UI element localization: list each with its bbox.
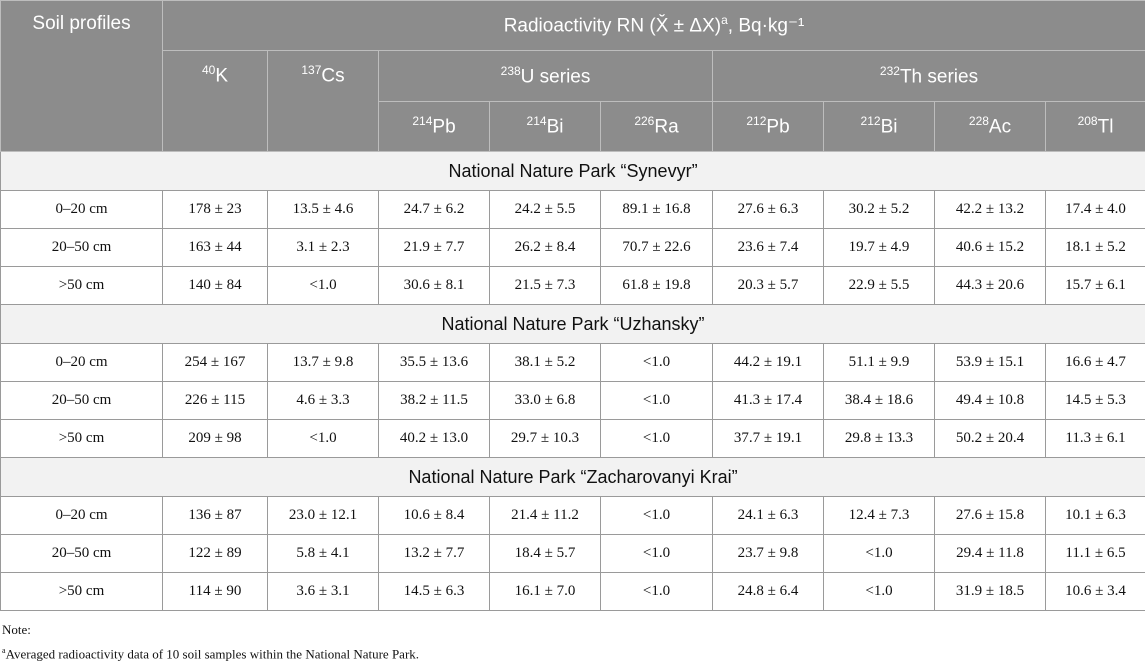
value-cell: 40.2 ± 13.0 bbox=[379, 420, 490, 458]
value-cell: 38.2 ± 11.5 bbox=[379, 382, 490, 420]
value-cell: 24.8 ± 6.4 bbox=[713, 573, 824, 611]
value-cell: 209 ± 98 bbox=[163, 420, 268, 458]
value-cell: 29.4 ± 11.8 bbox=[935, 535, 1046, 573]
value-cell: 53.9 ± 15.1 bbox=[935, 344, 1046, 382]
header-k40: $^{40}$K bbox=[163, 51, 268, 152]
value-cell: 22.9 ± 5.5 bbox=[824, 267, 935, 305]
table-row bbox=[1, 267, 1145, 305]
value-cell: <1.0 bbox=[601, 344, 713, 382]
value-cell: 19.7 ± 4.9 bbox=[824, 229, 935, 267]
value-cell: 14.5 ± 6.3 bbox=[379, 573, 490, 611]
value-cell: 16.6 ± 4.7 bbox=[1046, 344, 1145, 382]
value-cell: 35.5 ± 13.6 bbox=[379, 344, 490, 382]
header-tl208: $^{208}$Tl bbox=[1046, 102, 1145, 152]
value-cell: 20.3 ± 5.7 bbox=[713, 267, 824, 305]
value-cell: 163 ± 44 bbox=[163, 229, 268, 267]
value-cell: <1.0 bbox=[268, 267, 379, 305]
value-cell: 30.2 ± 5.2 bbox=[824, 191, 935, 229]
value-cell: 27.6 ± 15.8 bbox=[935, 497, 1046, 535]
group-header-row bbox=[1, 305, 1145, 344]
value-cell: 44.2 ± 19.1 bbox=[713, 344, 824, 382]
value-cell: <1.0 bbox=[824, 573, 935, 611]
value-cell: 37.7 ± 19.1 bbox=[713, 420, 824, 458]
value-cell: 18.1 ± 5.2 bbox=[1046, 229, 1145, 267]
value-cell: 21.9 ± 7.7 bbox=[379, 229, 490, 267]
value-cell: 89.1 ± 16.8 bbox=[601, 191, 713, 229]
park-name: National Nature Park “Zacharovanyi Krai” bbox=[1, 458, 1145, 497]
value-cell: <1.0 bbox=[601, 382, 713, 420]
group-header-row bbox=[1, 152, 1145, 191]
value-cell: 178 ± 23 bbox=[163, 191, 268, 229]
value-cell: 15.7 ± 6.1 bbox=[1046, 267, 1145, 305]
value-cell: 21.5 ± 7.3 bbox=[490, 267, 601, 305]
depth-cell: 0–20 cm bbox=[1, 191, 163, 229]
value-cell: 3.1 ± 2.3 bbox=[268, 229, 379, 267]
value-cell: 23.7 ± 9.8 bbox=[713, 535, 824, 573]
value-cell: <1.0 bbox=[601, 497, 713, 535]
value-cell: 42.2 ± 13.2 bbox=[935, 191, 1046, 229]
value-cell: <1.0 bbox=[824, 535, 935, 573]
header-pb214: $^{214}$Pb bbox=[379, 102, 490, 152]
depth-cell: 0–20 cm bbox=[1, 344, 163, 382]
depth-cell: >50 cm bbox=[1, 420, 163, 458]
park-name: National Nature Park “Synevyr” bbox=[1, 152, 1145, 191]
value-cell: 26.2 ± 8.4 bbox=[490, 229, 601, 267]
header-ra226: $^{226}$Ra bbox=[601, 102, 713, 152]
value-cell: <1.0 bbox=[268, 420, 379, 458]
value-cell: 5.8 ± 4.1 bbox=[268, 535, 379, 573]
value-cell: 18.4 ± 5.7 bbox=[490, 535, 601, 573]
value-cell: 13.5 ± 4.6 bbox=[268, 191, 379, 229]
footnote: $^a$Averaged radioactivity data of 10 soil samples within the National Nature Park. bbox=[2, 640, 1145, 664]
header-ac228: $^{228}$Ac bbox=[935, 102, 1046, 152]
header-th-series: $^{232}$Th series bbox=[713, 51, 1145, 102]
header-bi212: $^{212}$Bi bbox=[824, 102, 935, 152]
value-cell: 38.1 ± 5.2 bbox=[490, 344, 601, 382]
value-cell: 31.9 ± 18.5 bbox=[935, 573, 1046, 611]
depth-cell: 20–50 cm bbox=[1, 535, 163, 573]
value-cell: 61.8 ± 19.8 bbox=[601, 267, 713, 305]
value-cell: 50.2 ± 20.4 bbox=[935, 420, 1046, 458]
value-cell: 30.6 ± 8.1 bbox=[379, 267, 490, 305]
value-cell: 12.4 ± 7.3 bbox=[824, 497, 935, 535]
value-cell: 10.6 ± 8.4 bbox=[379, 497, 490, 535]
value-cell: 33.0 ± 6.8 bbox=[490, 382, 601, 420]
park-name: National Nature Park “Uzhansky” bbox=[1, 305, 1145, 344]
table-row bbox=[1, 382, 1145, 420]
depth-cell: >50 cm bbox=[1, 267, 163, 305]
value-cell: 23.0 ± 12.1 bbox=[268, 497, 379, 535]
value-cell: 136 ± 87 bbox=[163, 497, 268, 535]
value-cell: 23.6 ± 7.4 bbox=[713, 229, 824, 267]
depth-cell: 20–50 cm bbox=[1, 382, 163, 420]
value-cell: 51.1 ± 9.9 bbox=[824, 344, 935, 382]
value-cell: 17.4 ± 4.0 bbox=[1046, 191, 1145, 229]
table-notes bbox=[0, 611, 1145, 664]
table-body bbox=[1, 152, 1145, 611]
header-u-series: $^{238}$U series bbox=[379, 51, 713, 102]
group-header-row bbox=[1, 458, 1145, 497]
value-cell: 29.8 ± 13.3 bbox=[824, 420, 935, 458]
value-cell: 11.1 ± 6.5 bbox=[1046, 535, 1145, 573]
table-row bbox=[1, 420, 1145, 458]
value-cell: 24.1 ± 6.3 bbox=[713, 497, 824, 535]
header-cs137: $^{137}$Cs bbox=[268, 51, 379, 152]
header-bi214: $^{214}$Bi bbox=[490, 102, 601, 152]
value-cell: 38.4 ± 18.6 bbox=[824, 382, 935, 420]
value-cell: 24.2 ± 5.5 bbox=[490, 191, 601, 229]
value-cell: 140 ± 84 bbox=[163, 267, 268, 305]
header-soil-profiles: Soil profiles bbox=[1, 1, 163, 152]
value-cell: 11.3 ± 6.1 bbox=[1046, 420, 1145, 458]
value-cell: 122 ± 89 bbox=[163, 535, 268, 573]
value-cell: 29.7 ± 10.3 bbox=[490, 420, 601, 458]
value-cell: 41.3 ± 17.4 bbox=[713, 382, 824, 420]
table-row bbox=[1, 497, 1145, 535]
value-cell: 13.7 ± 9.8 bbox=[268, 344, 379, 382]
depth-cell: 0–20 cm bbox=[1, 497, 163, 535]
value-cell: 10.6 ± 3.4 bbox=[1046, 573, 1145, 611]
note-label: Note: bbox=[2, 619, 1145, 640]
table-header bbox=[1, 1, 1145, 152]
value-cell: 254 ± 167 bbox=[163, 344, 268, 382]
value-cell: 27.6 ± 6.3 bbox=[713, 191, 824, 229]
value-cell: <1.0 bbox=[601, 420, 713, 458]
header-pb212: $^{212}$Pb bbox=[713, 102, 824, 152]
header-radioactivity: Radioactivity RN (X̆ ± ΔX)$^a$, Bq·kg⁻¹ bbox=[163, 1, 1145, 51]
value-cell: 70.7 ± 22.6 bbox=[601, 229, 713, 267]
value-cell: 3.6 ± 3.1 bbox=[268, 573, 379, 611]
value-cell: 16.1 ± 7.0 bbox=[490, 573, 601, 611]
value-cell: 14.5 ± 5.3 bbox=[1046, 382, 1145, 420]
value-cell: 40.6 ± 15.2 bbox=[935, 229, 1046, 267]
value-cell: 49.4 ± 10.8 bbox=[935, 382, 1046, 420]
value-cell: <1.0 bbox=[601, 573, 713, 611]
value-cell: 114 ± 90 bbox=[163, 573, 268, 611]
table-row bbox=[1, 191, 1145, 229]
value-cell: 10.1 ± 6.3 bbox=[1046, 497, 1145, 535]
depth-cell: >50 cm bbox=[1, 573, 163, 611]
value-cell: 13.2 ± 7.7 bbox=[379, 535, 490, 573]
table-row bbox=[1, 344, 1145, 382]
value-cell: 4.6 ± 3.3 bbox=[268, 382, 379, 420]
table-row bbox=[1, 573, 1145, 611]
value-cell: 226 ± 115 bbox=[163, 382, 268, 420]
value-cell: 44.3 ± 20.6 bbox=[935, 267, 1046, 305]
table-row bbox=[1, 535, 1145, 573]
depth-cell: 20–50 cm bbox=[1, 229, 163, 267]
value-cell: 24.7 ± 6.2 bbox=[379, 191, 490, 229]
value-cell: 21.4 ± 11.2 bbox=[490, 497, 601, 535]
value-cell: <1.0 bbox=[601, 535, 713, 573]
table-row bbox=[1, 229, 1145, 267]
